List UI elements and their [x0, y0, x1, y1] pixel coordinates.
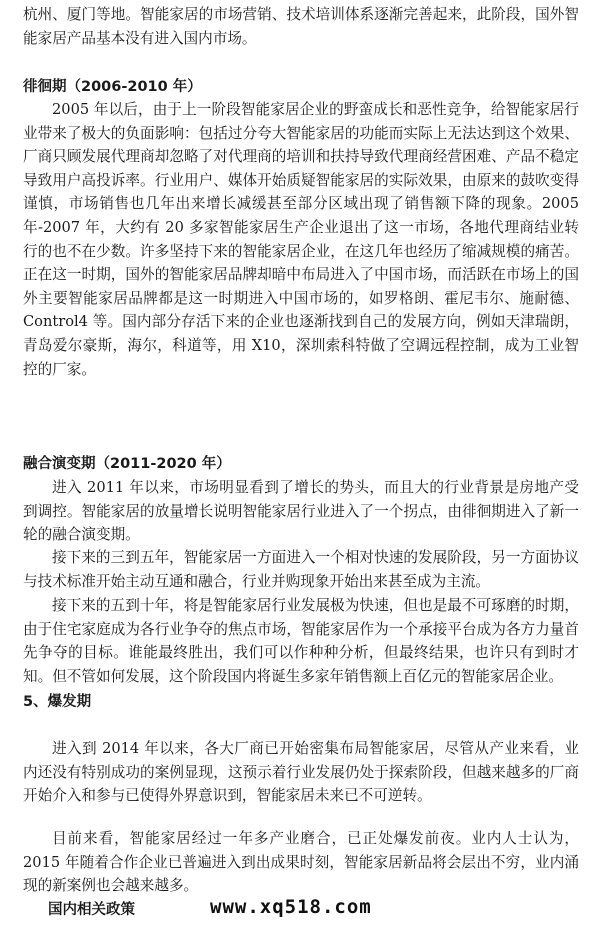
- paragraph-three-to-five-years: 接下来的三到五年，智能家居一方面进入一个相对快速的发展阶段，另一方面协议与技术标准开始主动互通和融合，行业并购现象开始出来甚至成为主流。: [23, 549, 579, 590]
- paragraph-intro-continued: 杭州、厦门等地。智能家居的市场营销、技术培训体系逐渐完善起来，此阶段，国外智能家居产品基本没有进入国内市场。: [23, 6, 579, 47]
- heading-domestic-policy: 国内相关政策: [48, 902, 135, 918]
- paragraph-fusion-intro: 进入 2011 年以来，市场明显看到了增长的势头，而且大的行业背景是房地产受到调控。智能家居的放量增长说明智能家居行业进入了一个拐点，由徘徊期进入了新一轮的融合演变期。: [23, 479, 579, 544]
- paragraph-five-to-ten-years: 接下来的五到十年，将是智能家居行业发展极为快速，但也是最不可琢磨的时期，由于住宅家庭成为各行业争夺的焦点市场，智能家居作为一个承接平台成为各方力量首先争夺的目标。谁能最终胜出，我们可以作种种分析，但最终结果，也许只有到时才知。但不管如何发展，这个阶段国内将诞生多家年销售额上百亿元的智能家居企业。: [23, 597, 579, 685]
- paragraph-wandering-period: 2005 年以后，由于上一阶段智能家居企业的野蛮成长和恶性竞争，给智能家居行业带来了极大的负面影响：包括过分夸大智能家居的功能而实际上无法达到这个效果、厂商只顾发展代理商却忽略了对代理商的培训和扶持导致代理商经营困难、产品不稳定导致用户高投诉率。行业用户、媒体开始质疑智能家居的实际效果，由原来的鼓吹变得谨慎，市场销售也几年出来增长减缓甚至部分区域出现了销售额下降的现象。2005 年-2007 年，大约有 20 多家智能家居生产企业退出了这一市场，各地代理商结业转行的也不在少数。许多坚持下来的智能家居企业，在这几年也经历了缩减规模的痛苦。正在这一时期，国外的智能家居品牌却暗中布局进入了中国市场，而活跃在市场上的国外主要智能家居品牌都是这一时期进入中国市场的，如罗格朗、霍尼韦尔、施耐德、Control4 等。国内部分存活下来的企业也逐渐找到自己的发展方向，例如天津瑞朗，青岛爱尔豪斯，海尔，科道等，用 X10，深圳索科特做了空调远程控制，成为工业智控的厂家。: [23, 101, 579, 378]
- paragraph-2014-layout: 进入到 2014 年以来，各大厂商已开始密集布局智能家居，尽管从产业来看，业内还没有特别成功的案例显现，这预示着行业发展仍处于探索阶段，但越来越多的厂商开始介入和参与已使得外界意识到，智能家居未来已不可逆转。: [23, 740, 579, 805]
- site-watermark: www.xq518.com: [210, 896, 372, 918]
- heading-wandering-period: 徘徊期（2006-2010 年）: [23, 79, 202, 95]
- heading-explosion-period: 5、爆发期: [23, 694, 92, 710]
- paragraph-current-outlook: 目前来看，智能家居经过一年多产业磨合，已正处爆发前夜。业内人士认为，2015 年随着合作企业已普遍进入到出成果时刻，智能家居新品将会层出不穷，业内涌现的新案例也会越来越多。: [23, 830, 579, 895]
- heading-fusion-period: 融合演变期（2011-2020 年）: [23, 456, 231, 472]
